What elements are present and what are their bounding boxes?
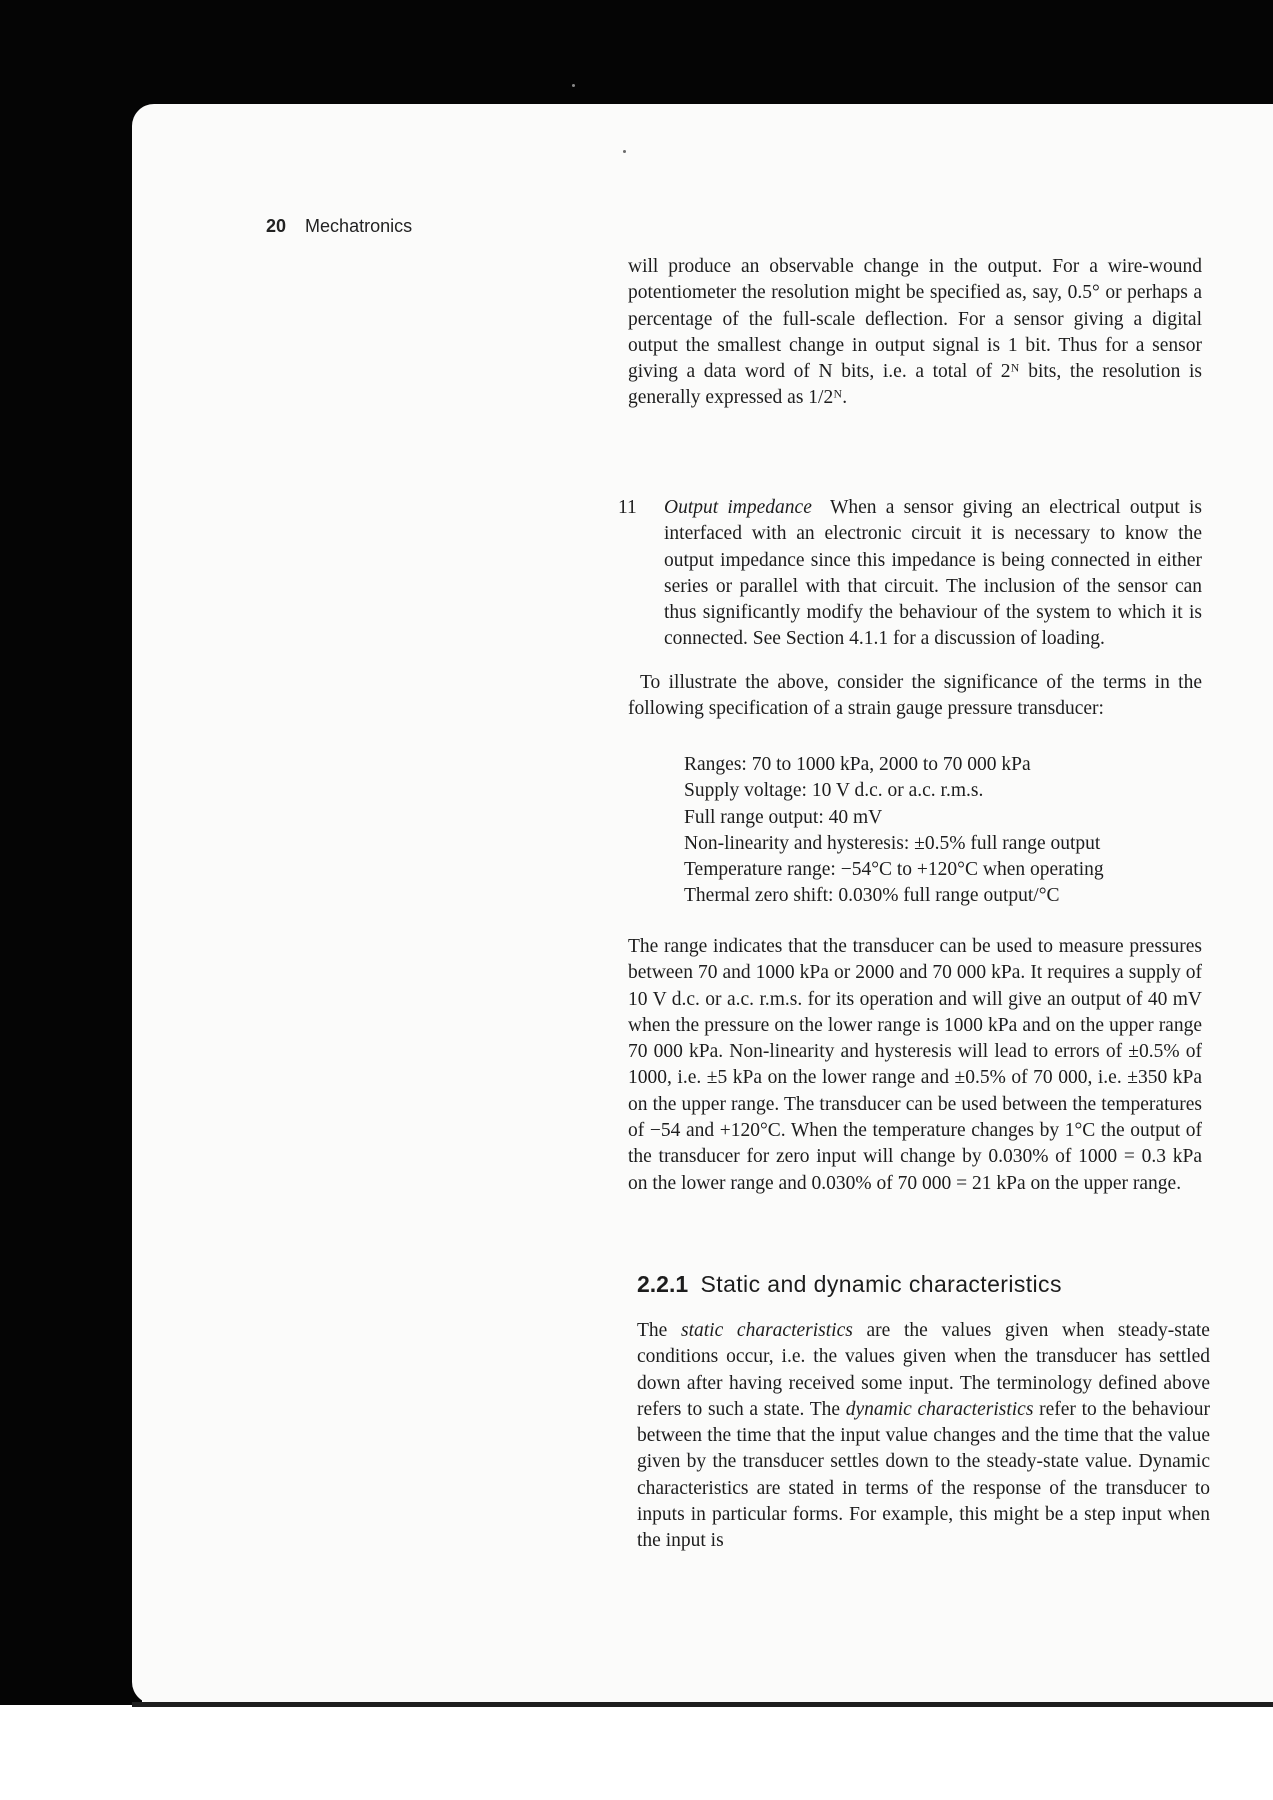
list-item-text: When a sensor giving an electrical output is interfaced with an electronic circuit it is necessary to know the output impedance since this impedance is being connected in either series or parallel with that circuit. The inclusion of the sensor can thus significantly modify the behaviour of the system to which it is connected. See Section 4.1.1 for a discussion of loading.: [664, 497, 1202, 650]
spec-line: Thermal zero shift: 0.030% full range output/°C: [684, 885, 1060, 907]
list-item-body: [664, 495, 1202, 653]
book-title: Mechatronics: [305, 216, 413, 236]
scan-speck: [572, 84, 575, 87]
paragraph-intro: To illustrate the above, consider the significance of the terms in the following specification of a strain gauge pressure transducer:: [628, 672, 1202, 720]
paragraph-resolution: will produce an observable change in the output. For a wire-wound potentiometer the resolution might be specified as, say, 0.5° or perhaps a percentage of the full-scale deflection. For a sensor giving a digital output the smallest change in output signal is 1 bit. Thus for a sensor giving a data word of N bits, i.e. a total of 2ᴺ bits, the resolution is generally expressed as 1/2ᴺ.: [628, 256, 1202, 409]
scan-border-top: [0, 0, 1273, 112]
term-static-characteristics: static characteristics: [681, 1320, 853, 1341]
text-fragment: The: [637, 1320, 681, 1341]
spec-line: Temperature range: −54°C to +120°C when operating: [684, 859, 1104, 881]
spec-line: Full range output: 40 mV: [684, 806, 883, 828]
spec-line: Non-linearity and hysteresis: ±0.5% full range output: [684, 832, 1101, 854]
page-number: 20: [266, 216, 287, 236]
page-bottom-edge: [132, 1702, 1273, 1707]
list-item-number: 11: [618, 497, 637, 518]
resolution-continuation: [628, 254, 1202, 412]
specification-list: [684, 752, 1204, 910]
section-heading: [637, 1271, 1062, 1298]
paragraph-static-dynamic: [637, 1318, 1210, 1555]
section-number: 2.2.1: [637, 1271, 689, 1297]
term-dynamic-characteristics: dynamic characteristics: [845, 1398, 1034, 1420]
spec-line: Supply voltage: 10 V d.c. or a.c. r.m.s.: [684, 780, 984, 802]
running-head: [266, 216, 412, 237]
spec-line: Ranges: 70 to 1000 kPa, 2000 to 70 000 kPa: [684, 754, 1031, 775]
text-fragment: are the values given when steady-state conditions occur, i.e. the values given when the transducer has settled down after having received some input. The terminology defined above refers to such a state. The: [637, 1320, 1210, 1420]
section-title: Static and dynamic characteristics: [700, 1271, 1062, 1297]
scan-border-left: [0, 0, 142, 1705]
scan-speck: [623, 150, 626, 153]
paragraph-explanation: The range indicates that the transducer can be used to measure pressures between 70 and 1000 kPa or 2000 and 70 000 kPa. It requires a supply of 10 V d.c. or a.c. r.m.s. for its operation and will give an output of 40 mV when the pressure on the lower range is 1000 kPa and on the upper range 70 000 kPa. Non-linearity and hysteresis will lead to errors of ±0.5% of 1000, i.e. ±5 kPa on the lower range and ±0.5% of 70 000, i.e. ±350 kPa on the upper range. The transducer can be used between the temperatures of −54 and +120°C. When the temperature changes by 1°C the output of the transducer for zero input will change by 0.030% of 1000 = 0.3 kPa on the lower range and 0.030% of 70 000 = 21 kPa on the upper range.: [628, 936, 1202, 1194]
text-fragment: refer to the behaviour between the time that the input value changes and the time that the value given by the transducer settles down to the steady-state value. Dynamic characteristics are stated in terms of the response of the transducer to inputs in particular forms. For example, this might be a step input when the input is: [637, 1398, 1210, 1552]
list-item-output-impedance: [618, 495, 1202, 653]
term-output-impedance: Output impedance: [664, 497, 812, 518]
